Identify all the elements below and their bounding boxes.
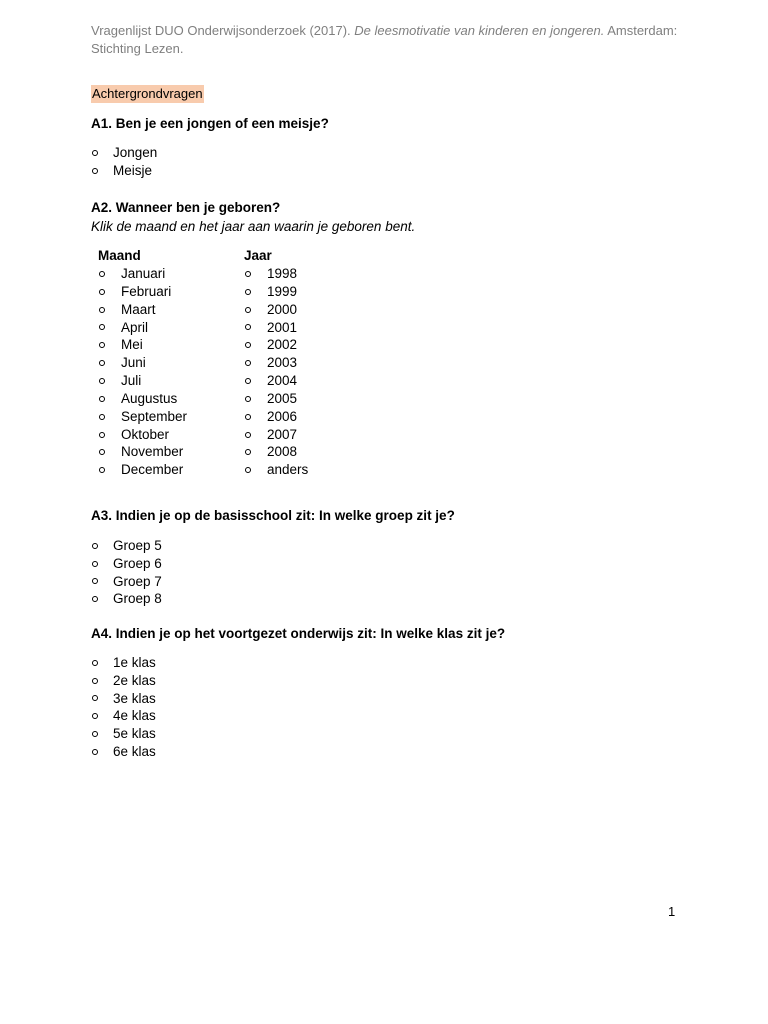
option-label: September xyxy=(121,408,188,424)
option-label: 2007 xyxy=(267,426,298,442)
radio-circle-icon[interactable] xyxy=(92,695,98,701)
klas-option[interactable] xyxy=(91,707,156,725)
radio-circle-icon[interactable] xyxy=(99,360,105,366)
radio-circle-icon[interactable] xyxy=(245,342,251,348)
option-label: Mei xyxy=(121,337,143,353)
radio-circle-icon[interactable] xyxy=(99,307,105,313)
radio-circle-icon[interactable] xyxy=(99,414,105,420)
klas-option[interactable] xyxy=(91,725,156,743)
option-label: 5e klas xyxy=(113,726,156,742)
radio-circle-icon[interactable] xyxy=(92,678,98,684)
option-label: 2005 xyxy=(267,390,298,406)
option-label: Juni xyxy=(121,355,146,371)
page-number: 1 xyxy=(668,904,676,919)
year-option[interactable] xyxy=(244,301,308,319)
radio-circle-icon[interactable] xyxy=(245,324,251,330)
radio-circle-icon[interactable] xyxy=(99,432,105,438)
year-option[interactable] xyxy=(244,336,308,354)
month-column xyxy=(98,247,187,479)
question-a3: A3. Indien je op de basisschool zit: In welke groep zit je? xyxy=(91,508,455,523)
option-label: April xyxy=(121,319,149,335)
klas-option[interactable] xyxy=(91,690,156,708)
option-label: Groep 8 xyxy=(113,591,162,607)
option-label: 3e klas xyxy=(113,690,156,706)
radio-circle-icon[interactable] xyxy=(245,414,251,420)
option-label: Jongen xyxy=(113,145,158,160)
klas-option[interactable] xyxy=(91,743,156,761)
radio-circle-icon[interactable] xyxy=(92,731,98,737)
option-label: 2e klas xyxy=(113,672,156,688)
month-option[interactable] xyxy=(98,426,187,444)
option-label: 1999 xyxy=(267,283,298,299)
year-option[interactable] xyxy=(244,443,308,461)
radio-circle-icon[interactable] xyxy=(245,378,251,384)
month-options xyxy=(98,265,187,479)
radio-circle-icon[interactable] xyxy=(245,449,251,455)
radio-circle-icon[interactable] xyxy=(92,561,98,567)
month-option[interactable] xyxy=(98,461,187,479)
option-label: Groep 6 xyxy=(113,555,162,571)
month-option[interactable] xyxy=(98,372,187,390)
question-a2: A2. Wanneer ben je geboren? xyxy=(91,200,281,215)
year-option[interactable] xyxy=(244,408,308,426)
month-option[interactable] xyxy=(98,265,187,283)
radio-circle-icon[interactable] xyxy=(99,396,105,402)
option-label: 2003 xyxy=(267,355,298,371)
year-options xyxy=(244,265,308,479)
option-jongen[interactable] xyxy=(91,144,157,162)
section-title: Achtergrondvragen xyxy=(92,86,203,101)
month-option[interactable] xyxy=(98,301,187,319)
option-label: 2001 xyxy=(267,319,298,335)
radio-circle-icon[interactable] xyxy=(99,289,105,295)
citation-part3: Amsterdam: Stichting Lezen. xyxy=(91,23,678,56)
option-label: 1e klas xyxy=(113,655,156,670)
radio-circle-icon[interactable] xyxy=(92,596,98,602)
option-label: Juli xyxy=(121,373,142,389)
year-option[interactable] xyxy=(244,390,308,408)
radio-circle-icon[interactable] xyxy=(245,467,251,473)
option-meisje[interactable] xyxy=(91,162,157,180)
month-option[interactable] xyxy=(98,443,187,461)
month-header: Maand xyxy=(98,248,141,263)
citation-part1: Vragenlijst DUO Onderwijsonderzoek (2017). xyxy=(91,23,351,38)
month-option[interactable] xyxy=(98,283,187,301)
klas-option[interactable] xyxy=(91,654,156,672)
year-option[interactable] xyxy=(244,426,308,444)
radio-circle-icon[interactable] xyxy=(99,449,105,455)
radio-circle-icon[interactable] xyxy=(245,271,251,277)
a1-options xyxy=(91,144,157,180)
year-option[interactable] xyxy=(244,319,308,337)
option-label: Maart xyxy=(121,301,156,317)
radio-circle-icon[interactable] xyxy=(92,150,98,156)
radio-circle-icon[interactable] xyxy=(245,432,251,438)
klas-option[interactable] xyxy=(91,672,156,690)
radio-circle-icon[interactable] xyxy=(245,289,251,295)
option-label: 2000 xyxy=(267,301,298,317)
month-option[interactable] xyxy=(98,390,187,408)
option-label: 2004 xyxy=(267,373,298,389)
radio-circle-icon[interactable] xyxy=(245,307,251,313)
option-label: Groep 7 xyxy=(113,573,162,589)
option-label: Augustus xyxy=(121,390,178,406)
option-label: 6e klas xyxy=(113,743,156,759)
option-label: anders xyxy=(267,462,309,478)
year-option[interactable] xyxy=(244,283,308,301)
month-option[interactable] xyxy=(98,354,187,372)
radio-circle-icon[interactable] xyxy=(245,396,251,402)
month-option[interactable] xyxy=(98,336,187,354)
month-option[interactable] xyxy=(98,408,187,426)
year-header: Jaar xyxy=(244,248,272,263)
radio-circle-icon[interactable] xyxy=(99,271,105,277)
year-option[interactable] xyxy=(244,372,308,390)
radio-circle-icon[interactable] xyxy=(245,360,251,366)
option-label: Februari xyxy=(121,283,172,299)
option-label: 4e klas xyxy=(113,708,156,724)
groep-option[interactable] xyxy=(91,573,162,591)
a3-options xyxy=(91,537,162,608)
question-a2-instruction: Klik de maand en het jaar aan waarin je geboren bent. xyxy=(91,219,416,234)
radio-circle-icon[interactable] xyxy=(99,342,105,348)
option-label: 1998 xyxy=(267,266,298,281)
option-label: Meisje xyxy=(113,162,153,178)
groep-option[interactable] xyxy=(91,537,162,555)
question-a1: A1. Ben je een jongen of een meisje? xyxy=(91,116,329,131)
radio-circle-icon[interactable] xyxy=(92,660,98,666)
year-column xyxy=(244,247,308,479)
year-option[interactable] xyxy=(244,354,308,372)
year-option[interactable] xyxy=(244,265,308,283)
radio-circle-icon[interactable] xyxy=(92,713,98,719)
option-label: Oktober xyxy=(121,426,170,442)
option-label: Groep 5 xyxy=(113,538,162,553)
option-label: 2006 xyxy=(267,408,298,424)
option-label: Januari xyxy=(121,266,166,281)
question-a4: A4. Indien je op het voortgezet onderwijs zit: In welke klas zit je? xyxy=(91,626,506,641)
groep-option[interactable] xyxy=(91,555,162,573)
option-label: December xyxy=(121,462,184,478)
option-label: 2002 xyxy=(267,337,298,353)
month-option[interactable] xyxy=(98,319,187,337)
option-label: 2008 xyxy=(267,444,298,460)
radio-circle-icon[interactable] xyxy=(92,168,98,174)
radio-circle-icon[interactable] xyxy=(99,378,105,384)
option-label: November xyxy=(121,444,184,460)
citation-title: De leesmotivatie van kinderen en jongeren. xyxy=(354,23,605,38)
a4-options xyxy=(91,654,156,761)
year-option[interactable] xyxy=(244,461,308,479)
radio-circle-icon[interactable] xyxy=(99,324,105,330)
groep-option[interactable] xyxy=(91,590,162,608)
radio-circle-icon[interactable] xyxy=(92,578,98,584)
radio-circle-icon[interactable] xyxy=(92,749,98,755)
radio-circle-icon[interactable] xyxy=(92,543,98,549)
citation-header xyxy=(91,22,691,58)
radio-circle-icon[interactable] xyxy=(99,467,105,473)
